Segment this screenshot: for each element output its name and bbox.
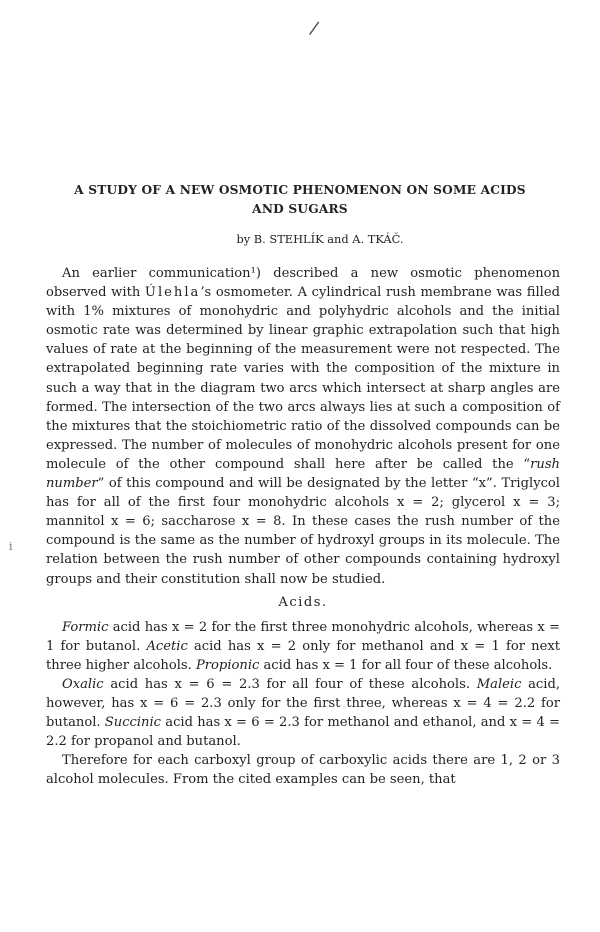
title-line-2: AND SUGARS <box>252 202 348 216</box>
title-line-1: A STUDY OF A NEW OSMOTIC PHENOMENON ON SOME ACIDS <box>74 183 526 197</box>
p3-text-a: acid has x = 6 = 2.3 for all four of these alcohols. <box>103 676 477 692</box>
p2-text-c: acid has x = 1 for all four of these alcohols. <box>259 657 553 673</box>
term-propionic: Propionic <box>195 657 260 673</box>
margin-mark: i <box>9 540 13 553</box>
corner-pencil-mark: / <box>307 17 321 40</box>
term-oxalic: Oxalic <box>62 676 104 692</box>
term-formic: Formic <box>62 619 109 635</box>
intro-text-c: ” of this compound and will be designated by the letter “x”. Triglycol has for all of the first four monohydric alcohols x = 2; glycerol x = 3; mannitol x = 6; saccharose x = 8. In these cases the rush number of the compound is the same as the number of hydroxyl groups in its molecule. The relation between the rush number of other compounds containing hydroxyl groups and their constitution shall now be studied. <box>46 476 560 587</box>
paragraph-dicarboxylic <box>46 675 560 751</box>
p2-text-a: acid has x = 2 for the first three monohydric alcohols, whereas x = 1 for butanol. <box>46 619 560 654</box>
article-title <box>45 181 555 219</box>
paragraph-conclusion: Therefore for each carboxyl group of carboxylic acids there are 1, 2 or 3 alcohol molecules. From the cited examples can be seen, that <box>46 753 560 788</box>
p3-text-c: acid has x = 6 = 2.3 for methanol and ethanol, and x = 4 = 2.2 for propanol and butanol. <box>46 715 560 750</box>
paragraph-intro <box>46 264 560 589</box>
term-maleic: Maleic <box>476 676 522 692</box>
author-line: by B. STEHLÍK and A. TKÁČ. <box>236 232 404 246</box>
intro-text-a: An earlier communication¹) described a new osmotic phenomenon observed with <box>46 266 560 301</box>
term-acetic: Acetic <box>146 638 188 654</box>
paragraph-monocarboxylic <box>46 618 560 675</box>
p3-text-b: acid, however, has x = 6 = 2.3 only for the first three, whereas x = 4 = 2.2 for butanol. <box>46 676 560 731</box>
term-succinic: Succinic <box>104 715 162 731</box>
intro-text-b: ’s osmometer. A cylindrical rush membrane was filled with 1% mixtures of monohydric and polyhydric alcohols and the initial osmotic rate was determined by linear graphic extrapolation such that high values of rate at the beginning of the measurement were not respected. The extrapolated beginning rate varies with the composition of the mixture in such a way that in the diagram two arcs which intersect at sharp angles are formed. The intersection of the two arcs always lies at such a composition of the mixtures that the stoichiometric ratio of the dissolved compounds can be expressed. The number of molecules of monohydric alcohols present for one molecule of the other compound shall here after be called the “ <box>46 285 560 472</box>
p2-text-b: acid has x = 2 only for methanol and x = 1 for next three higher alcohols. <box>46 638 560 673</box>
osmometer-name: Úlehla <box>144 285 201 301</box>
rush-number-term: rush number <box>46 456 560 492</box>
article-body <box>46 264 560 790</box>
section-heading-acids: Acids. <box>278 594 328 610</box>
